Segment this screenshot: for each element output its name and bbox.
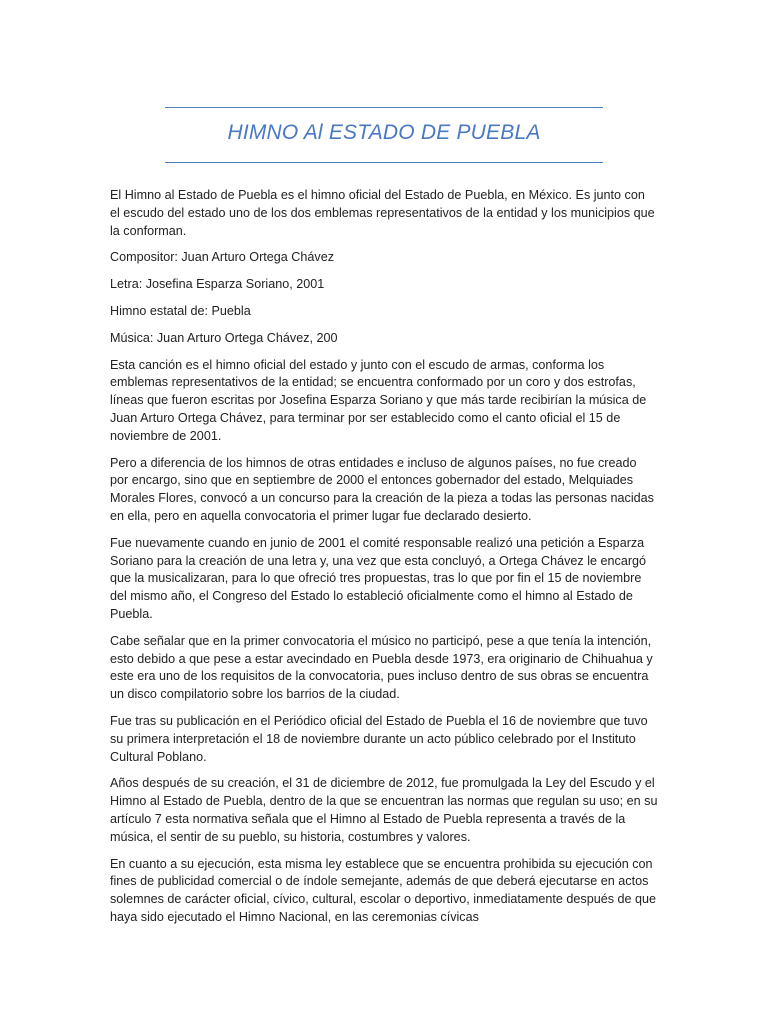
music-line: Música: Juan Arturo Ortega Chávez, 200 [110,330,338,345]
document-title: HIMNO Al ESTADO DE PUEBLA [227,121,541,144]
body-paragraph: Esta canción es el himno oficial del estado y junto con el escudo de armas, conforma los emblemas representativos de la entidad; se encuentra conformado por un coro y dos estrofas, líneas que fueron escritas por Josefina Esparza Soriano y que más tarde recibirían la música de Juan Arturo Ortega Chávez, para terminar por ser establecido como el canto oficial el 15 de noviembre de 2001. [110,357,647,443]
title-block [165,107,603,163]
lyrics-line: Letra: Josefina Esparza Soriano, 2001 [110,277,325,292]
composer-line: Compositor: Juan Arturo Ortega Chávez [110,250,334,265]
document-body [110,187,658,936]
title-top-rule [165,107,603,108]
body-paragraph: Fue nuevamente cuando en junio de 2001 el comité responsable realizó una petición a Esparza Soriano para la creación de una letra y, una vez que esta concluyó, a Ortega Chávez le encargó que la musicalizaran, para lo que ofreció tres propuestas, tras lo que por fin el 15 de noviembre del mismo año, el Congreso del Estado lo estableció oficialmente como el himno al Estado de Puebla. [110,535,647,621]
state-anthem-line: Himno estatal de: Puebla [110,303,251,318]
body-paragraph: Pero a diferencia de los himnos de otras entidades e incluso de algunos países, no fue creado por encargo, sino que en septiembre de 2000 el entonces gobernador del estado, Melquiades Morales Flores, convocó a un concurso para la creación de la pieza a todas las personas nacidas en ella, pero en aquella convocatoria el primer lugar fue declarado desierto. [110,455,654,523]
intro-paragraph: El Himno al Estado de Puebla es el himno oficial del Estado de Puebla, en México. Es junto con el escudo del estado uno de los dos emblemas representativos de la entidad y los municipios que la conforman. [110,188,655,238]
body-paragraph: Años después de su creación, el 31 de diciembre de 2012, fue promulgada la Ley del Escudo y el Himno al Estado de Puebla, dentro de la que se encuentran las normas que regulan su uso; en su artículo 7 esta normativa señala que el Himno al Estado de Puebla representa a través de la música, el sentir de su pueblo, su historia, costumbres y valores. [110,776,658,844]
body-paragraph: Fue tras su publicación en el Periódico oficial del Estado de Puebla el 16 de noviembre que tuvo su primera interpretación el 18 de noviembre durante un acto público celebrado por el Instituto Cultural Poblano. [110,713,648,764]
body-paragraph: Cabe señalar que en la primer convocatoria el músico no participó, pese a que tenía la intención, esto debido a que pese a estar avecindado en Puebla desde 1973, era originario de Chihuahua y este era uno de los requisitos de la convocatoria, pues incluso dentro de sus obras se encuentra un disco compilatorio sobre los barrios de la ciudad. [110,633,653,702]
title-bottom-rule [165,162,603,163]
body-paragraph: En cuanto a su ejecución, esta misma ley establece que se encuentra prohibida su ejecución con fines de publicidad comercial o de índole semejante, además de que deberá ejecutarse en actos solemnes de carácter oficial, cívico, cultural, escolar o deportivo, inmediatamente después de que haya sido ejecutado el Himno Nacional, en las ceremonias cívicas [110,856,657,924]
